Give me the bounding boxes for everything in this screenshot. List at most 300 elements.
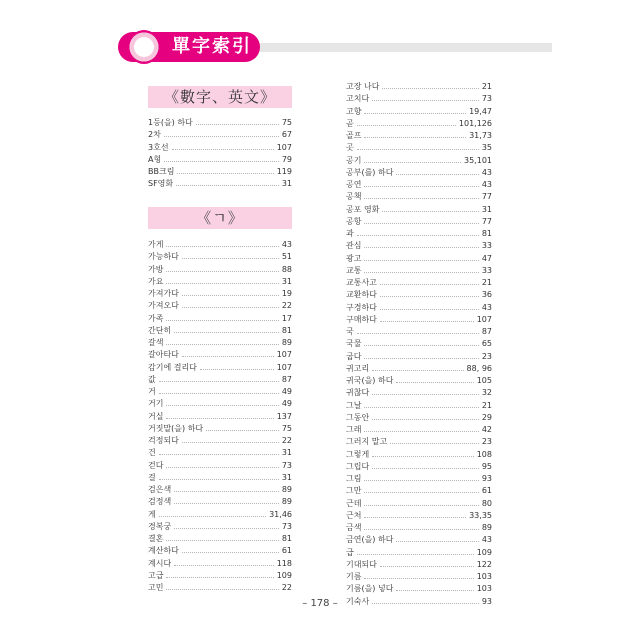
index-entry [148,434,292,446]
index-word: 가족 [148,313,164,323]
index-page-ref: 32 [481,388,492,398]
dot-leader [364,423,478,432]
index-word: 과 [346,229,354,238]
dot-leader [206,422,279,431]
index-word: 근처 [346,510,362,520]
index-entry [346,154,492,166]
index-entry [346,105,492,117]
index-word: 굽다 [346,351,362,361]
index-page-ref: 36 [481,290,492,300]
dot-leader [182,299,279,308]
index-entry [346,497,492,509]
index-page-ref: 51 [281,252,292,262]
index-page-ref: 22 [281,301,292,311]
index-page-ref: 21 [481,400,492,410]
index-entry [346,374,492,386]
index-entry [346,239,492,251]
index-word: 골프 [346,131,362,140]
dot-leader [182,287,279,296]
index-entry [346,276,492,288]
dot-leader [364,521,478,530]
index-word: 고장 나다 [346,82,380,91]
index-word: 갈아타다 [148,350,179,360]
index-word: 공기 [346,155,362,165]
index-list-giyeok [148,238,292,593]
dot-leader [372,411,479,420]
index-list-numbers [148,116,292,190]
dot-leader [380,276,479,285]
index-page-ref: 23 [481,351,492,361]
index-page-ref: 107 [276,142,292,152]
dot-leader [174,324,279,333]
index-page-ref: 49 [281,387,292,396]
index-word: 급 [346,547,354,557]
index-entry [346,448,492,460]
index-word: 금연(을) 하다 [346,535,394,545]
index-page-ref: 42 [481,425,492,434]
index-entry [346,288,492,300]
index-page-ref: 119 [276,167,292,176]
index-page-ref: 43 [481,180,492,189]
dot-leader [166,263,278,272]
index-entry [346,546,492,558]
index-entry [148,459,292,471]
index-word: 그날 [346,400,362,410]
dot-leader [159,446,279,455]
index-word: 근데 [346,498,362,508]
index-page-ref: 107 [276,350,292,360]
dot-leader [396,374,473,383]
dot-leader [372,362,463,371]
dot-leader [357,546,474,555]
index-entry [148,165,292,177]
index-entry [346,190,492,202]
dot-leader [166,336,278,345]
index-entry [346,264,492,276]
index-entry [346,570,492,582]
index-entry [148,361,292,373]
index-page-ref: 61 [481,486,492,496]
index-entry [346,92,492,104]
index-word: 국물 [346,339,362,349]
index-word: 금색 [346,523,362,532]
index-word: 거짓말(을) 하다 [148,423,204,433]
index-page-ref: 21 [481,278,492,287]
index-page-ref: 31 [281,472,292,482]
index-page-ref: 22 [281,436,292,445]
index-word: 귀고리 [346,363,370,373]
dot-leader [396,582,473,591]
index-entry [148,373,292,385]
index-page-ref: 31,46 [269,509,292,519]
index-entry [148,250,292,262]
index-word: 가게 [148,240,164,249]
index-page-ref: 81 [281,534,292,543]
header-circle-ornament [128,30,160,64]
index-page-ref: 29 [481,412,492,422]
dot-leader [364,154,461,163]
index-entry [148,495,292,507]
dot-leader [166,532,278,541]
index-page-ref: 31 [481,204,492,214]
index-word: 그림 [346,474,362,483]
index-word: 그립다 [346,461,370,471]
index-page-ref: 19 [281,289,292,298]
index-word: 관심 [346,241,362,251]
index-word: 가져가다 [148,289,179,298]
section-banner-numbers: 《數字、英文》 [148,86,292,108]
dot-leader [164,153,279,162]
dot-leader [364,190,478,199]
dot-leader [380,301,479,310]
index-page-ref: 93 [481,474,492,483]
index-entry [346,533,492,545]
index-entry [148,544,292,556]
index-word: 검정색 [148,497,172,507]
index-word: 고향 [346,106,362,116]
index-entry [148,128,292,140]
index-entry [148,348,292,360]
index-word: 기름(을) 넣다 [346,584,394,594]
index-word: A형 [148,154,162,164]
dot-leader [174,495,279,504]
index-word: 그동안 [346,412,370,422]
index-page-ref: 103 [476,572,492,581]
dot-leader [364,484,478,493]
index-page-ref: 22 [281,583,292,592]
index-page-ref: 77 [481,216,492,226]
index-word: 3호선 [148,142,169,152]
index-word: 기숙사 [346,596,370,606]
index-page-ref: 79 [281,154,292,164]
index-entry [346,301,492,313]
index-page-ref: 21 [481,82,492,91]
dot-leader [364,105,466,114]
index-page-ref: 88 [281,264,292,274]
index-word: 계산하다 [148,546,179,556]
index-page-ref: 108 [476,449,492,459]
index-word: 기름 [346,572,362,581]
dot-leader [357,117,456,126]
index-page-ref: 43 [281,240,292,249]
dot-leader [364,337,478,346]
index-entry [346,117,492,129]
index-entry [346,252,492,264]
index-word: 광고 [346,253,362,263]
index-page-ref: 89 [281,497,292,507]
index-entry [148,520,292,532]
index-page-ref: 65 [481,339,492,349]
index-page-ref: 17 [281,313,292,323]
dot-leader [364,399,478,408]
index-word: 국 [346,327,354,336]
dot-leader [182,544,279,553]
index-entry [346,509,492,521]
index-list-continued [346,80,492,607]
index-entry [346,472,492,484]
dot-leader [396,533,478,542]
dot-leader [364,252,478,261]
index-page-ref: 118 [276,558,292,568]
index-entry [148,385,292,397]
index-word: 계시다 [148,558,172,568]
index-entry [346,558,492,570]
section-header [118,30,552,64]
index-word: 건 [148,448,156,458]
index-entry [148,581,292,593]
dot-leader [166,238,278,247]
index-entry [148,177,292,189]
dot-leader [182,250,279,259]
index-entry [346,362,492,374]
index-entry [346,423,492,435]
index-word: 교환하다 [346,290,377,300]
index-entry [346,399,492,411]
index-page-ref: 35,101 [464,155,492,165]
index-page-ref: 107 [476,314,492,324]
index-page-ref: 33 [481,241,492,251]
dot-leader [200,361,274,370]
index-entry [346,80,492,92]
index-page-ref: 33,35 [469,510,492,520]
index-word: 가요 [148,276,164,286]
index-word: 곳 [346,143,354,153]
index-page-ref: 103 [476,584,492,594]
index-word: 고민 [148,583,164,592]
index-word: 공포 영화 [346,204,380,214]
index-entry [346,141,492,153]
index-page-ref: 43 [481,302,492,312]
dot-leader [372,92,479,101]
index-page-ref: 73 [281,460,292,470]
index-word: 가능하다 [148,252,179,262]
index-entry [148,275,292,287]
index-word: SF영화 [148,179,174,189]
index-page-ref: 80 [481,498,492,508]
index-word: 고급 [148,570,164,580]
index-page-ref: 43 [481,167,492,177]
index-page-ref: 109 [476,547,492,557]
index-entry [148,557,292,569]
index-entry [148,471,292,483]
index-word: 걱정되다 [148,436,179,445]
index-word: BB크림 [148,167,175,176]
index-entry [346,313,492,325]
dot-leader [164,128,279,137]
index-entry [346,129,492,141]
index-entry [148,410,292,422]
dot-leader [364,215,478,224]
index-word: 그렇게 [346,449,370,459]
index-entry [148,238,292,250]
index-entry [148,263,292,275]
index-entry [346,386,492,398]
page-number: – 178 – [302,598,338,609]
index-entry [148,483,292,495]
index-word: 걸 [148,472,156,482]
index-page-ref: 87 [281,374,292,384]
index-entry [346,178,492,190]
index-page-ref: 61 [281,546,292,556]
index-page-ref: 93 [481,596,492,606]
index-entry [148,569,292,581]
index-entry [148,422,292,434]
dot-leader [372,386,479,395]
dot-leader [159,471,279,480]
index-page-ref: 88, 96 [466,363,492,373]
index-word: 기대되다 [346,559,377,569]
index-entry [148,299,292,311]
index-entry [346,582,492,594]
index-word: 공연 [346,180,362,189]
dot-leader [380,288,479,297]
index-page-ref: 109 [276,570,292,580]
index-page-ref: 19,47 [469,106,492,116]
index-word: 그만 [346,486,362,496]
index-page-ref: 101,126 [458,118,492,128]
index-entry [346,215,492,227]
dot-leader [364,264,478,273]
dot-leader [357,141,479,150]
index-word: 2차 [148,130,161,140]
dot-leader [177,165,273,174]
index-entry [346,435,492,447]
index-page-ref: 75 [281,118,292,127]
dot-leader [159,508,266,517]
dot-leader [166,581,278,590]
dot-leader [166,397,278,406]
index-page-ref: 75 [281,423,292,433]
section-banner-giyeok: 《ㄱ》 [148,207,292,229]
index-page-ref: 73 [281,521,292,531]
index-word: 거 [148,387,156,396]
index-word: 고치다 [346,94,370,104]
index-page-ref: 43 [481,535,492,545]
index-page-ref: 33 [481,265,492,275]
dot-leader [357,227,479,236]
dot-leader [166,569,273,578]
index-entry [346,350,492,362]
index-entry [148,324,292,336]
index-page-ref: 73 [481,94,492,104]
index-page-ref: 31 [281,179,292,189]
index-word: 구매하다 [346,314,377,324]
index-word: 1등(을) 하다 [148,118,193,127]
dot-leader [166,312,278,321]
index-page-ref: 81 [281,325,292,335]
index-page-ref: 23 [481,437,492,447]
index-word: 갈색 [148,338,164,347]
index-word: 가방 [148,264,164,274]
index-page-ref: 137 [276,411,292,421]
dot-leader [390,435,479,444]
index-word: 거실 [148,411,164,421]
index-page-ref: 87 [481,327,492,336]
dot-leader [396,166,478,175]
index-entry [148,446,292,458]
index-word: 감기에 걸리다 [148,362,197,372]
dot-leader [364,509,466,518]
dot-leader [364,350,478,359]
dot-leader [372,448,474,457]
dot-leader [372,460,479,469]
dot-leader [364,239,478,248]
dot-leader [364,472,478,481]
dot-leader [380,313,474,322]
index-word: 그래 [346,425,362,434]
index-entry [148,153,292,165]
index-entry [346,521,492,533]
index-entry [148,312,292,324]
dot-leader [159,373,279,382]
dot-leader [382,203,478,212]
index-word: 걷다 [148,460,164,470]
index-word: 교통사고 [346,278,377,287]
index-page-ref: 77 [481,192,492,202]
index-page-ref: 31 [281,448,292,458]
dot-leader [166,275,278,284]
dot-leader [166,410,273,419]
index-entry [346,337,492,349]
index-entry [148,287,292,299]
dot-leader [196,116,279,125]
index-entry [148,397,292,409]
index-page-ref: 89 [281,485,292,494]
dot-leader [174,520,279,529]
index-word: 그러지 말고 [346,437,388,447]
index-word: 귀찮다 [346,388,370,398]
index-word: 공부(를) 하다 [346,167,394,177]
index-word: 결혼 [148,534,164,543]
index-word: 게 [148,509,156,519]
index-page-ref: 105 [476,376,492,385]
index-page-ref: 31,73 [469,131,492,140]
index-entry [148,532,292,544]
dot-leader [382,80,478,89]
index-entry [148,116,292,128]
index-page-ref: 31 [281,276,292,286]
index-entry [148,508,292,520]
index-word: 검은색 [148,485,172,494]
index-word: 값 [148,374,156,384]
index-page-ref: 47 [481,253,492,263]
dot-leader [174,483,279,492]
index-word: 가져오다 [148,301,179,311]
dot-leader [357,325,479,334]
index-page-ref: 49 [281,399,292,409]
dot-leader [182,434,279,443]
index-page-ref: 122 [476,559,492,569]
index-word: 공항 [346,216,362,226]
index-entry [346,411,492,423]
dot-leader [380,558,474,567]
index-entry [346,484,492,496]
index-word: 곧 [346,118,354,128]
index-entry [346,325,492,337]
dot-leader [176,177,279,186]
index-word: 구경하다 [346,302,377,312]
dot-leader [174,557,274,566]
index-word: 간단히 [148,325,172,335]
index-page-ref: 67 [281,130,292,140]
index-word: 교통 [346,265,362,275]
index-entry [346,227,492,239]
index-entry [346,203,492,215]
index-word: 공책 [346,192,362,202]
dot-leader [182,348,274,357]
index-entry [346,460,492,472]
index-entry [148,336,292,348]
